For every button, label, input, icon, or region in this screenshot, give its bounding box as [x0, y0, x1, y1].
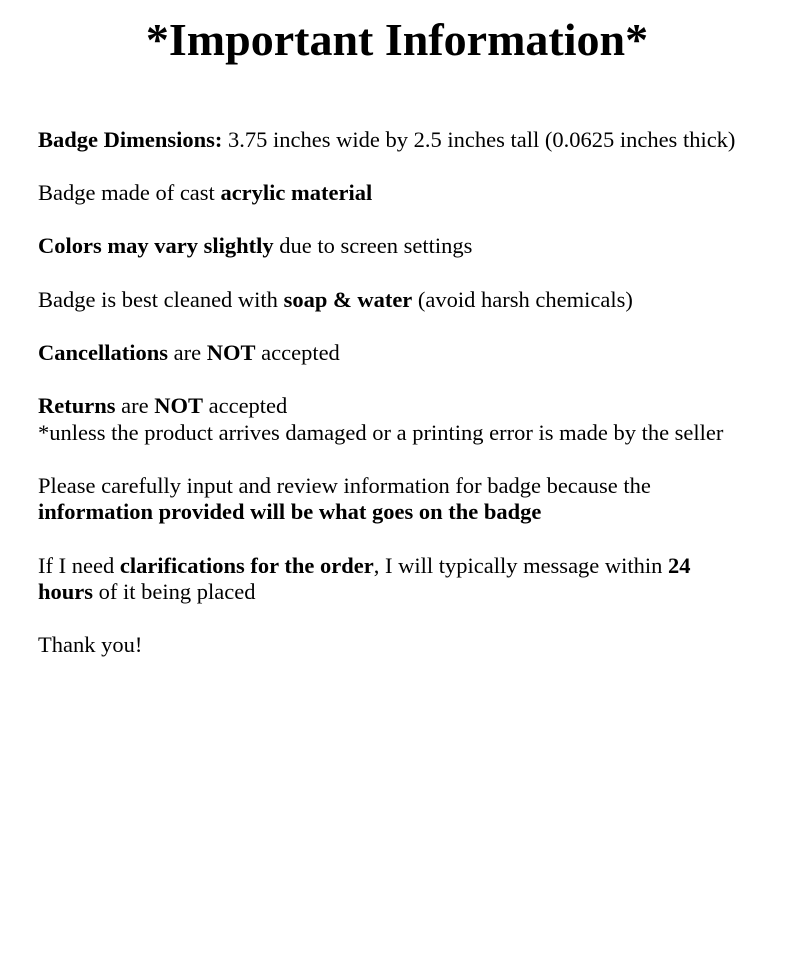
badge-dimensions-value: 3.75 inches wide by 2.5 inches tall (0.0625 inches thick)	[222, 127, 736, 152]
clarifications-block	[38, 553, 788, 606]
cancellations-line	[38, 340, 788, 367]
returns-bold: Returns	[38, 392, 116, 418]
clarifications-bold: clarifications for the order	[119, 552, 374, 578]
cancellations-bold: Cancellations	[38, 339, 169, 365]
cancellations-not: NOT	[206, 339, 256, 365]
cancellations-text1: are	[168, 339, 207, 365]
colors-line	[38, 233, 788, 260]
colors-bold: Colors may vary slightly	[38, 233, 274, 259]
cleaning-text-before: Badge is best cleaned with	[38, 286, 284, 312]
review-line1: Please carefully input and review information for badge because the	[38, 472, 651, 498]
returns-line	[38, 393, 287, 418]
page-title: *Important Information*	[145, 14, 649, 65]
colors-text: due to screen settings	[273, 233, 473, 259]
info-body	[38, 127, 788, 685]
returns-block	[38, 393, 788, 446]
review-block	[38, 473, 788, 526]
material-text: Badge made of cast	[38, 180, 221, 206]
thank-you-line: Thank you!	[38, 632, 143, 658]
clarifications-hours: hours	[38, 579, 94, 605]
clarifications-text3: of it being placed	[93, 579, 256, 605]
material-line	[38, 180, 788, 207]
material-bold: acrylic material	[220, 180, 373, 206]
returns-text2: accepted	[202, 392, 288, 418]
badge-dimensions-line	[38, 127, 788, 154]
cancellations-text2: accepted	[255, 339, 340, 365]
cleaning-bold: soap & water	[283, 286, 413, 312]
clarifications-text2: , I will typically message within	[373, 552, 669, 578]
returns-note: *unless the product arrives damaged or a printing error is made by the seller	[38, 419, 724, 445]
badge-dimensions-label: Badge Dimensions:	[38, 127, 223, 152]
clarifications-24: 24	[668, 552, 691, 578]
clarifications-text1: If I need	[38, 552, 120, 578]
review-line2-bold: information provided will be what goes on the badge	[38, 499, 542, 525]
cleaning-line	[38, 287, 788, 314]
returns-not: NOT	[154, 392, 203, 418]
cleaning-text-after: (avoid harsh chemicals)	[412, 286, 633, 312]
returns-text1: are	[115, 392, 155, 418]
